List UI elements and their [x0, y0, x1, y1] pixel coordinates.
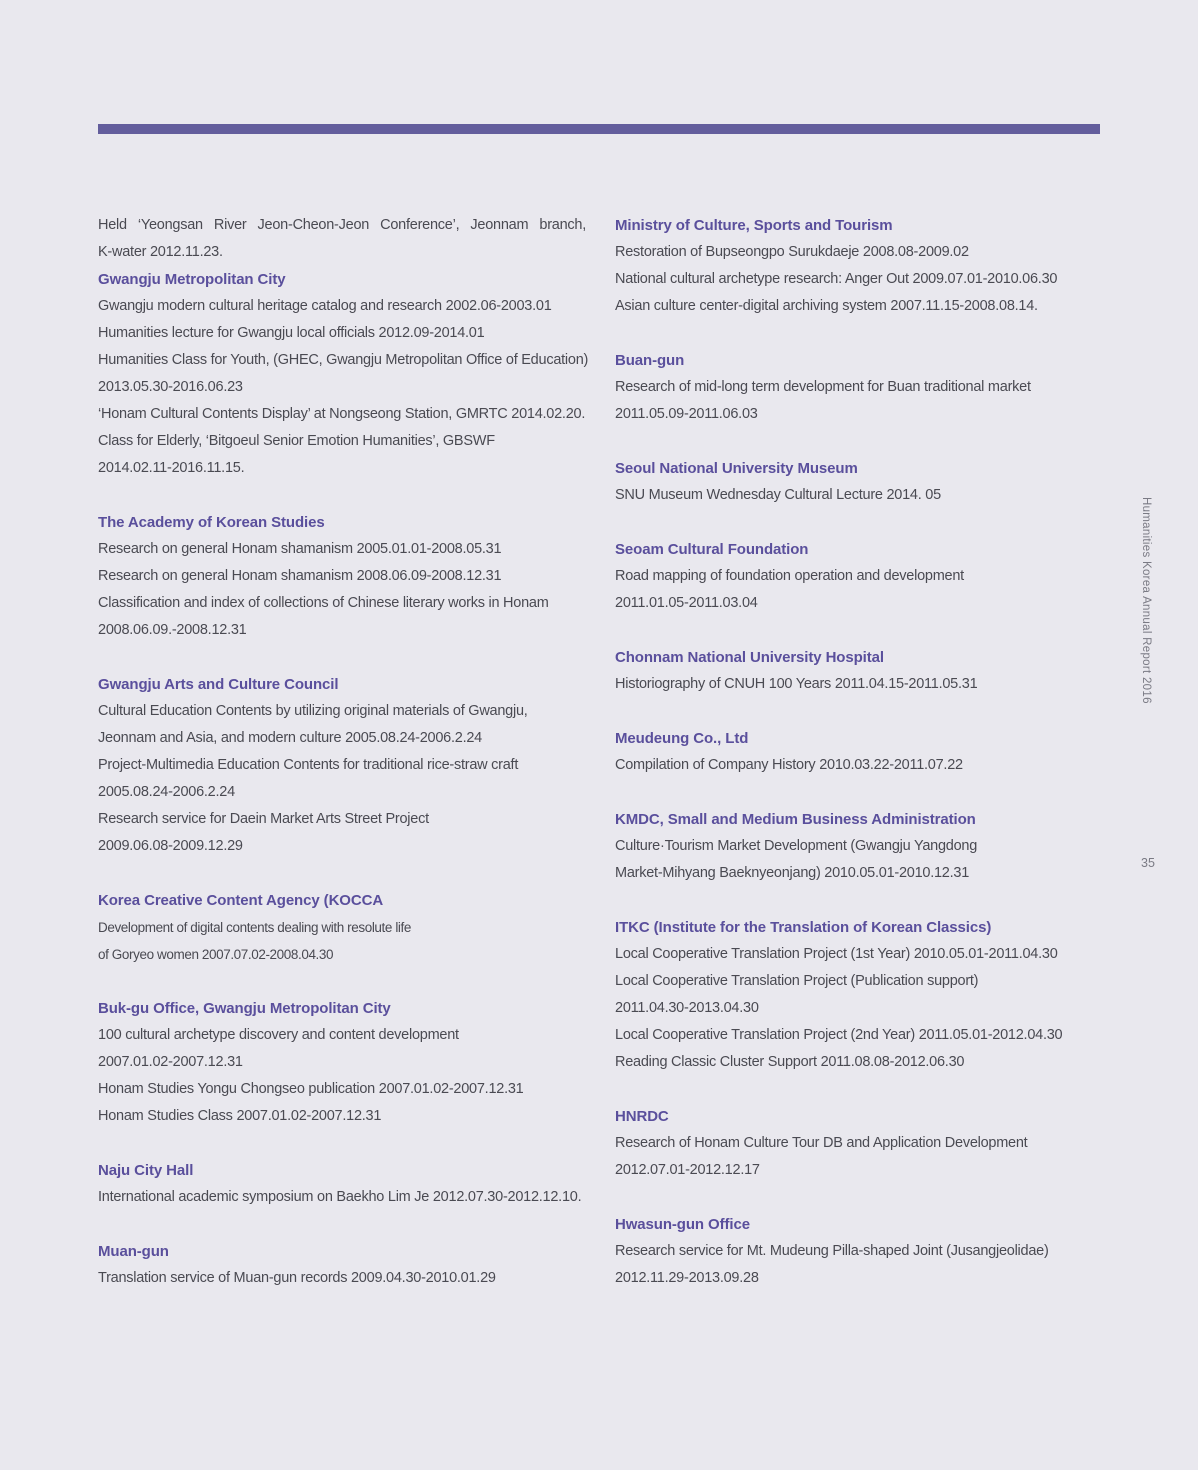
entry-line: International academic symposium on Baekho Lim Je 2012.07.30-2012.12.10. [98, 1189, 582, 1205]
entry-line: 2013.05.30-2016.06.23 [98, 379, 243, 395]
entry-line: 2014.02.11-2016.11.15. [98, 460, 245, 476]
section-bukgu [98, 995, 586, 1130]
section-itkc [615, 914, 1085, 1076]
section-heading-buan: Buan-gun [615, 352, 685, 369]
section-heading-academy: The Academy of Korean Studies [98, 514, 325, 531]
right-column [615, 212, 1085, 1319]
entry-line: Translation service of Muan-gun records 2009.04.30-2010.01.29 [98, 1270, 496, 1286]
entry-line: 2009.06.08-2009.12.29 [98, 838, 243, 854]
section-heading-meudeung: Meudeung Co., Ltd [615, 730, 749, 747]
section-heading-snu: Seoul National University Museum [615, 460, 858, 477]
entry-line: Research of Honam Culture Tour DB and Application Development [615, 1135, 1028, 1151]
entry-line: Honam Studies Yongu Chongseo publication 2007.01.02-2007.12.31 [98, 1081, 524, 1097]
entry-line: Asian culture center-digital archiving system 2007.11.15-2008.08.14. [615, 298, 1038, 314]
section-heading-muan: Muan-gun [98, 1243, 169, 1260]
running-title: Humanities Korea Annual Report 2016 [1140, 497, 1152, 704]
entry-line: Development of digital contents dealing with resolute life [98, 920, 411, 935]
section-heading-gwangju-city: Gwangju Metropolitan City [98, 271, 286, 288]
section-heading-seoam: Seoam Cultural Foundation [615, 541, 809, 558]
section-kocca [98, 887, 586, 968]
entry-line: ‘Honam Cultural Contents Display’ at Nongseong Station, GMRTC 2014.02.20. [98, 406, 586, 422]
entry-line: 2007.01.02-2007.12.31 [98, 1054, 243, 1070]
section-snu [615, 455, 1085, 509]
section-heading-ministry: Ministry of Culture, Sports and Tourism [615, 217, 893, 234]
entry-line: Compilation of Company History 2010.03.22-2011.07.22 [615, 757, 963, 773]
section-heading-naju: Naju City Hall [98, 1162, 194, 1179]
entry-line: 2012.11.29-2013.09.28 [615, 1270, 759, 1286]
entry-line: Class for Elderly, ‘Bitgoeul Senior Emotion Humanities’, GBSWF [98, 433, 495, 449]
entry-line: Classification and index of collections of Chinese literary works in Honam [98, 595, 549, 611]
entry-line: Humanities lecture for Gwangju local officials 2012.09-2014.01 [98, 325, 485, 341]
section-heading-kocca: Korea Creative Content Agency (KOCCA [98, 892, 384, 909]
entry-line: 2011.04.30-2013.04.30 [615, 1000, 759, 1016]
entry-line: Local Cooperative Translation Project (Publication support) [615, 973, 979, 989]
section-heading-hnrdc: HNRDC [615, 1108, 669, 1125]
entry-line: Research of mid-long term development for Buan traditional market [615, 379, 1031, 395]
entry-line: Local Cooperative Translation Project (1st Year) 2010.05.01-2011.04.30 [615, 946, 1058, 962]
entry-line: Cultural Education Contents by utilizing original materials of Gwangju, [98, 703, 528, 719]
entry-line: 2008.06.09.-2008.12.31 [98, 622, 247, 638]
section-heading-bukgu: Buk-gu Office, Gwangju Metropolitan City [98, 1000, 391, 1017]
entry-line: 2011.05.09-2011.06.03 [615, 406, 758, 422]
entry-line: SNU Museum Wednesday Cultural Lecture 2014. 05 [615, 487, 941, 503]
section-hwasun [615, 1211, 1085, 1292]
section-buan [615, 347, 1085, 428]
entry-line: Research on general Honam shamanism 2005.01.01-2008.05.31 [98, 541, 502, 557]
intro-section [98, 212, 589, 482]
entry-line: Jeonnam and Asia, and modern culture 2005.08.24-2006.2.24 [98, 730, 482, 746]
section-kmdc [615, 806, 1085, 887]
section-heading-cnuh: Chonnam National University Hospital [615, 649, 884, 666]
section-meudeung [615, 725, 1085, 779]
section-cnuh [615, 644, 1085, 698]
intro-line: Held ‘Yeongsan River Jeon-Cheon-Jeon Conference’, Jeonnam branch, [98, 217, 586, 233]
header-rule [98, 124, 1100, 134]
entry-line: Project-Multimedia Education Contents for traditional rice-straw craft [98, 757, 519, 773]
entry-line: Reading Classic Cluster Support 2011.08.08-2012.06.30 [615, 1054, 965, 1070]
entry-line: Local Cooperative Translation Project (2nd Year) 2011.05.01-2012.04.30 [615, 1027, 1063, 1043]
entry-line: Research on general Honam shamanism 2008.06.09-2008.12.31 [98, 568, 502, 584]
entry-line: Market-Mihyang Baeknyeonjang) 2010.05.01-2010.12.31 [615, 865, 970, 881]
section-arts-council [98, 671, 586, 860]
entry-line: Gwangju modern cultural heritage catalog and research 2002.06-2003.01 [98, 298, 552, 314]
left-column [98, 212, 589, 1319]
section-heading-kmdc: KMDC, Small and Medium Business Administration [615, 811, 976, 828]
page-number: 35 [1141, 856, 1155, 870]
entry-line: of Goryeo women 2007.07.02-2008.04.30 [98, 947, 334, 962]
entry-line: Research service for Daein Market Arts Street Project [98, 811, 429, 827]
entry-line: Humanities Class for Youth, (GHEC, Gwangju Metropolitan Office of Education) [98, 352, 589, 368]
entry-line: Research service for Mt. Mudeung Pilla-shaped Joint (Jusangjeolidae) [615, 1243, 1049, 1259]
entry-line: Culture·Tourism Market Development (Gwangju Yangdong [615, 838, 978, 854]
section-heading-itkc: ITKC (Institute for the Translation of Korean Classics) [615, 919, 992, 936]
entry-line: Honam Studies Class 2007.01.02-2007.12.31 [98, 1108, 382, 1124]
section-academy [98, 509, 586, 644]
entry-line: 100 cultural archetype discovery and content development [98, 1027, 459, 1043]
section-hnrdc [615, 1103, 1085, 1184]
section-naju [98, 1157, 586, 1211]
entry-line: 2011.01.05-2011.03.04 [615, 595, 758, 611]
entry-line: 2005.08.24-2006.2.24 [98, 784, 235, 800]
section-ministry [615, 212, 1085, 320]
entry-line: National cultural archetype research: Anger Out 2009.07.01-2010.06.30 [615, 271, 1058, 287]
entry-line: Historiography of CNUH 100 Years 2011.04.15-2011.05.31 [615, 676, 978, 692]
entry-line: Road mapping of foundation operation and development [615, 568, 964, 584]
intro-line: K-water 2012.11.23. [98, 244, 223, 260]
section-heading-arts-council: Gwangju Arts and Culture Council [98, 676, 339, 693]
section-seoam [615, 536, 1085, 617]
section-heading-hwasun: Hwasun-gun Office [615, 1216, 750, 1233]
entry-line: Restoration of Bupseongpo Surukdaeje 2008.08-2009.02 [615, 244, 969, 260]
entry-line: 2012.07.01-2012.12.17 [615, 1162, 760, 1178]
section-muan [98, 1238, 586, 1292]
